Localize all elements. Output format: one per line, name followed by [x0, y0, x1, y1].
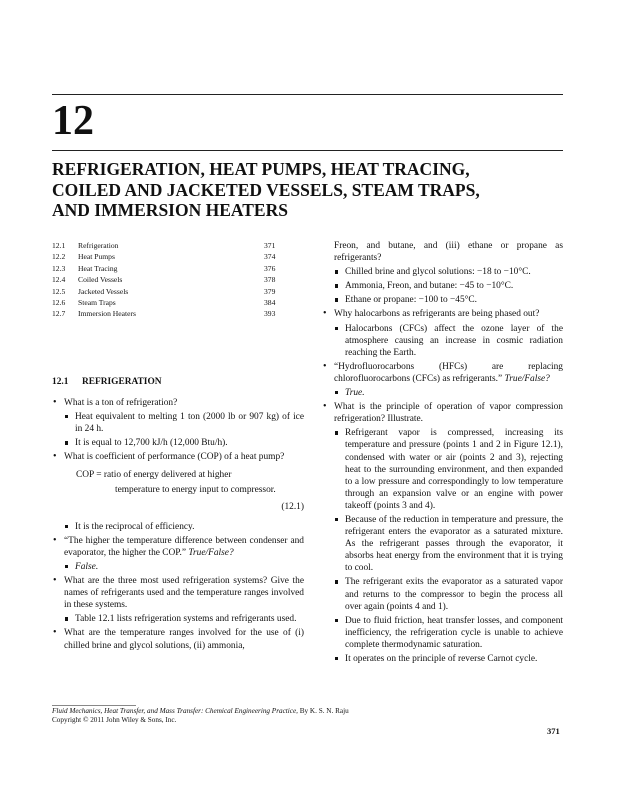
answer: True.	[322, 387, 563, 399]
question: • What is the principle of operation of vapor compression refrigeration? Illustrate.	[322, 401, 563, 425]
formula-line: temperature to energy input to compressor.	[115, 484, 276, 495]
book-title: Fluid Mechanics, Heat Transfer, and Mass Transfer: Chemical Engineering Practice,	[52, 707, 298, 715]
true-false-prompt: True/False?	[188, 547, 234, 558]
true-false-prompt: True/False?	[504, 373, 550, 384]
toc-title: Coiled Vessels	[78, 275, 123, 285]
answer: It is the reciprocal of efficiency.	[52, 521, 304, 533]
footnote-rule	[52, 705, 136, 706]
question-text: “The higher the temperature difference between condenser and evaporator, the higher the COP.”	[64, 535, 304, 558]
answer: Heat equivalent to melting 1 ton (2000 lb or 907 kg) of ice in 24 h.	[52, 411, 304, 435]
cop-formula	[76, 469, 304, 495]
toc-page: 379	[264, 286, 276, 296]
toc-entry[interactable]	[52, 240, 304, 251]
chapter-number: 12	[52, 98, 94, 144]
toc-number: 12.2	[52, 252, 66, 262]
top-rule	[52, 94, 563, 95]
toc-page: 374	[264, 252, 276, 262]
toc-title: Steam Traps	[78, 298, 116, 308]
answer: Refrigerant vapor is compressed, increasing its temperature and pressure (points 1 and 2 in Figure 12.1), condensed with water or air (points 2 and 3), rejecting heat to the surrounding environment, and then expanded to a low pressure and correspondingly to low temperature through an expansion valve or an engine with power takeoff (points 3 and 4).	[322, 427, 563, 512]
toc-title: Heat Pumps	[78, 252, 115, 262]
toc-entry[interactable]	[52, 263, 304, 274]
answer: Because of the reduction in temperature and pressure, the refrigerant enters the evaporator as a saturated mixture. As the refrigerant passes through the evaporator, it absorbs heat energy from the environment that it is trying to cool.	[322, 514, 563, 574]
question: • What is coefficient of performance (COP) of a heat pump?	[52, 451, 304, 463]
answer: It operates on the principle of reverse Carnot cycle.	[322, 653, 563, 665]
toc-page: 376	[264, 263, 276, 273]
question: • What is a ton of refrigeration?	[52, 397, 304, 409]
toc-page: 384	[264, 298, 276, 308]
toc-entry[interactable]	[52, 297, 304, 308]
table-of-contents	[52, 240, 304, 320]
toc-number: 12.4	[52, 275, 66, 285]
question: • Why halocarbons as refrigerants are being phased out?	[322, 308, 563, 320]
answer: Table 12.1 lists refrigeration systems and refrigerants used.	[52, 613, 304, 625]
chapter-title	[52, 159, 563, 221]
toc-page: 378	[264, 275, 276, 285]
answer: Chilled brine and glycol solutions: −18 to −10°C.	[322, 266, 563, 278]
answer: Ammonia, Freon, and butane: −45 to −10°C.	[322, 280, 563, 292]
chapter-title-line: COILED AND JACKETED VESSELS, STEAM TRAPS,	[52, 179, 480, 200]
toc-entry[interactable]	[52, 308, 304, 319]
answer: False.	[52, 561, 304, 573]
toc-title: Immersion Heaters	[78, 309, 136, 319]
toc-number: 12.7	[52, 309, 66, 319]
toc-number: 12.1	[52, 241, 66, 250]
formula-line: COP = ratio of energy delivered at higher	[76, 470, 232, 481]
toc-number: 12.5	[52, 286, 66, 296]
answer: The refrigerant exits the evaporator as a saturated vapor and returns to the compressor to begin the process all over again (points 4 and 1).	[322, 576, 563, 612]
section-heading	[52, 376, 304, 388]
answer: Halocarbons (CFCs) affect the ozone layer of the atmosphere causing an increase in cosmic radiation reaching the Earth.	[322, 323, 563, 359]
chapter-title-line: AND IMMERSION HEATERS	[52, 200, 288, 220]
question: • What are the temperature ranges involved for the use of (i) chilled brine and glycol solutions, (ii) ammonia,	[52, 627, 304, 651]
answer: It is equal to 12,700 kJ/h (12,000 Btu/h).	[52, 437, 304, 449]
toc-page: 393	[264, 309, 276, 319]
answer: Ethane or propane: −100 to −45°C.	[322, 294, 563, 306]
toc-entry[interactable]	[52, 274, 304, 285]
page-number: 371	[547, 726, 560, 736]
section-number: 12.1	[52, 376, 69, 387]
right-column	[322, 240, 563, 665]
answer: Due to fluid friction, heat transfer losses, and component inefficiency, the refrigeration cycle is unable to achieve complete thermodynamic saturation.	[322, 615, 563, 651]
toc-entry[interactable]	[52, 286, 304, 297]
question-text: “Hydrofluorocarbons (HFCs) are replacing chlorofluorocarbons (CFCs) as refrigerants.”	[334, 361, 563, 384]
toc-page: 371	[264, 241, 276, 250]
chapter-title-line: REFRIGERATION, HEAT PUMPS, HEAT TRACING,	[52, 159, 470, 179]
book-author: By K. S. N. Raju	[299, 707, 349, 715]
toc-title: Jacketed Vessels	[78, 286, 129, 296]
question	[322, 361, 563, 385]
copyright-line: Copyright © 2011 John Wiley & Sons, Inc.	[52, 716, 177, 725]
toc-entry[interactable]	[52, 251, 304, 262]
equation-number: (12.1)	[281, 501, 304, 512]
toc-title: Refrigeration	[78, 241, 119, 250]
toc-number: 12.6	[52, 298, 66, 308]
title-rule	[52, 150, 563, 151]
left-column	[52, 240, 304, 652]
copyright-footer	[52, 707, 349, 725]
question-continuation: Freon, and butane, and (iii) ethane or propane as refrigerants?	[334, 241, 563, 264]
section-title: REFRIGERATION	[82, 376, 162, 387]
toc-number: 12.3	[52, 263, 66, 273]
toc-title: Heat Tracing	[78, 263, 118, 273]
question: • What are the three most used refrigeration systems? Give the names of refrigerants used and the temperature ranges involved in these systems.	[52, 575, 304, 611]
question	[52, 535, 304, 559]
